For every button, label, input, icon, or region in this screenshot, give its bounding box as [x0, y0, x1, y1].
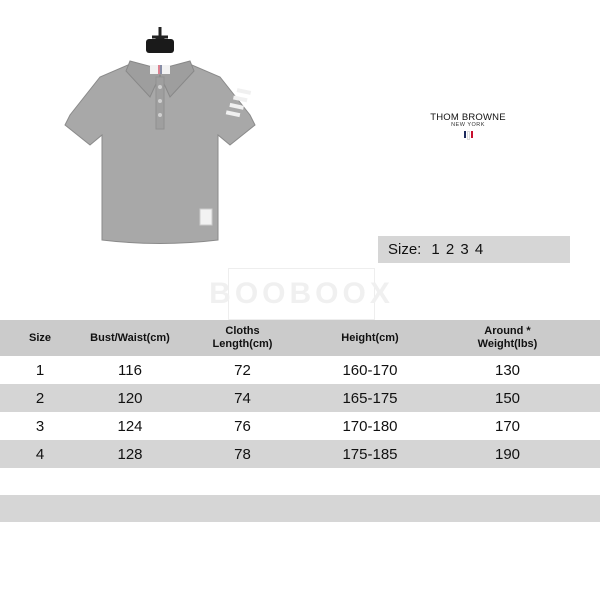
cell-height: 175-185: [342, 445, 398, 463]
cell-size: 4: [35, 445, 45, 463]
product-image: [60, 25, 260, 250]
size-label: Size:: [388, 241, 422, 258]
cell-height: 160-170: [342, 361, 398, 379]
cell-length: 72: [234, 361, 251, 379]
cell-weight: 150: [494, 389, 521, 407]
header-size: Size: [28, 331, 51, 344]
footer-band: [0, 495, 600, 522]
table-row: [0, 440, 600, 468]
table-header-row: [0, 320, 600, 356]
cell-length: 76: [234, 417, 251, 435]
table-row: [0, 384, 600, 412]
cell-weight: 130: [494, 361, 521, 379]
size-values: 1 2 3 4: [431, 241, 485, 258]
size-chart-table: [0, 320, 600, 468]
cell-length: 74: [234, 389, 251, 407]
header-bust-waist: Bust/Waist(cm): [90, 331, 170, 344]
cell-bust-waist: 120: [117, 389, 143, 407]
cell-size: 2: [35, 389, 45, 407]
cell-size: 3: [35, 417, 45, 435]
polo-shirt-image: [60, 25, 260, 250]
header-weight: Around * Weight(lbs): [477, 325, 538, 350]
cell-weight: 170: [494, 417, 521, 435]
brand-logo: [428, 112, 508, 140]
watermark: BOOBOOX: [228, 268, 375, 320]
table-row: [0, 356, 600, 384]
cell-length: 78: [234, 445, 251, 463]
cell-weight: 190: [494, 445, 521, 463]
brand-subtitle: NEW YORK: [451, 122, 485, 128]
cell-height: 170-180: [342, 417, 398, 435]
size-banner: [378, 236, 570, 263]
cell-bust-waist: 124: [117, 417, 143, 435]
tricolor-flag-icon: [428, 131, 508, 140]
cell-size: 1: [35, 361, 45, 379]
table-row: [0, 412, 600, 440]
header-cloths-length: Cloths Length(cm): [212, 325, 273, 350]
cell-bust-waist: 116: [118, 361, 142, 379]
header-height: Height(cm): [341, 331, 399, 344]
brand-name: THOM BROWNE: [430, 112, 506, 123]
cell-height: 165-175: [342, 389, 398, 407]
cell-bust-waist: 128: [117, 445, 143, 463]
